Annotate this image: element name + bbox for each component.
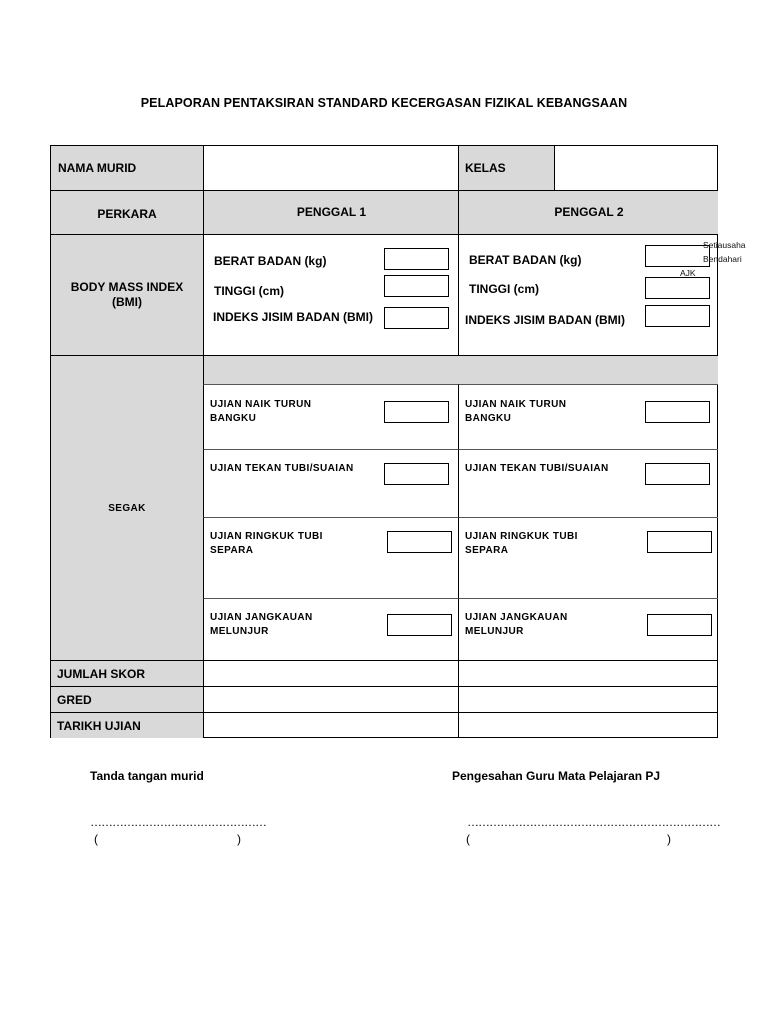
test-label: UJIAN NAIK TURUN BANGKU [465,399,567,424]
perkara-header [51,190,203,234]
test-naik-turun-p2 [458,384,718,449]
kelas-field[interactable] [554,146,718,190]
test-label: UJIAN TEKAN TUBI/SUAIAN [465,463,609,474]
berat-input[interactable] [384,248,449,270]
gred-header [51,686,203,712]
kelas-header [458,146,554,190]
indeks-input[interactable] [645,305,710,327]
berat-label: BERAT BADAN (kg) [214,254,327,268]
nama-murid-label: NAMA MURID [58,161,137,175]
murid-signature-label: Tanda tangan murid [90,769,204,783]
nama-murid-header [51,146,203,190]
score-input[interactable] [387,531,452,553]
test-label: UJIAN TEKAN TUBI/SUAIAN [210,463,354,474]
murid-name-close-paren: ) [237,832,241,846]
tinggi-label: TINGGI (cm) [214,284,285,298]
jumlah-skor-p1[interactable] [203,660,458,686]
test-label: UJIAN RINGKUK TUBI SEPARA [465,531,578,556]
bmi-section-label: BODY MASS INDEX (BMI) [70,280,184,309]
test-jangkauan-p2 [458,598,718,660]
tarikh-ujian-p1[interactable] [203,712,458,738]
indeks-input[interactable] [384,307,449,329]
gred-p1[interactable] [203,686,458,712]
test-jangkauan-p1 [203,598,458,660]
form-title: PELAPORAN PENTAKSIRAN STANDARD KECERGASAN FIZIKAL KEBANGSAAN [140,96,628,110]
bmi-penggal-1 [203,234,458,355]
murid-name-open-paren: ( [94,832,98,846]
test-label: UJIAN JANGKAUAN MELUNJUR [210,612,313,637]
bmi-penggal-2 [458,234,718,355]
test-tekan-tubi-p2 [458,449,718,517]
indeks-label: INDEKS JISIM BADAN (BMI) [465,313,626,327]
segak-shaded-band [203,355,718,384]
tarikh-ujian-header [51,712,203,738]
jumlah-skor-p2[interactable] [458,660,718,686]
overlay-note-ajk: AJK [680,268,696,278]
bmi-section-header [51,234,203,355]
tarikh-ujian-label: TARIKH UJIAN [57,719,141,733]
test-ringkuk-tubi-p2 [458,517,718,598]
tinggi-input[interactable] [645,277,710,299]
test-naik-turun-p1 [203,384,458,449]
penggal-2-header [458,190,718,234]
nama-murid-field[interactable] [203,146,458,190]
jumlah-skor-label: JUMLAH SKOR [57,667,146,681]
jumlah-skor-header [51,660,203,686]
guru-name-close-paren: ) [667,832,671,846]
segak-section-header [51,355,203,660]
score-input[interactable] [387,614,452,636]
guru-signature-label: Pengesahan Guru Mata Pelajaran PJ [452,769,661,783]
murid-signature-line[interactable]: ………………………………………… [90,815,266,829]
berat-input[interactable] [645,245,710,267]
berat-label: BERAT BADAN (kg) [469,253,582,267]
penggal-1-label: PENGGAL 1 [296,205,367,219]
score-input[interactable] [645,401,710,423]
test-tekan-tubi-p1 [203,449,458,517]
report-form [50,145,718,738]
tinggi-input[interactable] [384,275,449,297]
score-input[interactable] [645,463,710,485]
test-label: UJIAN RINGKUK TUBI SEPARA [210,531,323,556]
overlay-note-setiausaha: Setiausaha [703,240,746,250]
score-input[interactable] [647,614,712,636]
test-label: UJIAN JANGKAUAN MELUNJUR [465,612,568,637]
score-input[interactable] [647,531,712,553]
penggal-1-header [203,190,458,234]
perkara-label: PERKARA [97,207,157,221]
test-ringkuk-tubi-p1 [203,517,458,598]
overlay-note-bendahari: Bendahari [703,254,742,264]
score-input[interactable] [384,401,449,423]
tinggi-label: TINGGI (cm) [469,282,540,296]
gred-p2[interactable] [458,686,718,712]
segak-label: SEGAK [108,503,146,514]
gred-label: GRED [57,693,92,707]
guru-signature-line[interactable]: …………………………………………………………… [467,815,720,829]
penggal-2-label: PENGGAL 2 [554,205,624,219]
tarikh-ujian-p2[interactable] [458,712,718,738]
guru-name-open-paren: ( [466,832,470,846]
test-label: UJIAN NAIK TURUN BANGKU [210,399,312,424]
indeks-label: INDEKS JISIM BADAN (BMI) [213,310,374,324]
kelas-label: KELAS [465,161,506,175]
score-input[interactable] [384,463,449,485]
